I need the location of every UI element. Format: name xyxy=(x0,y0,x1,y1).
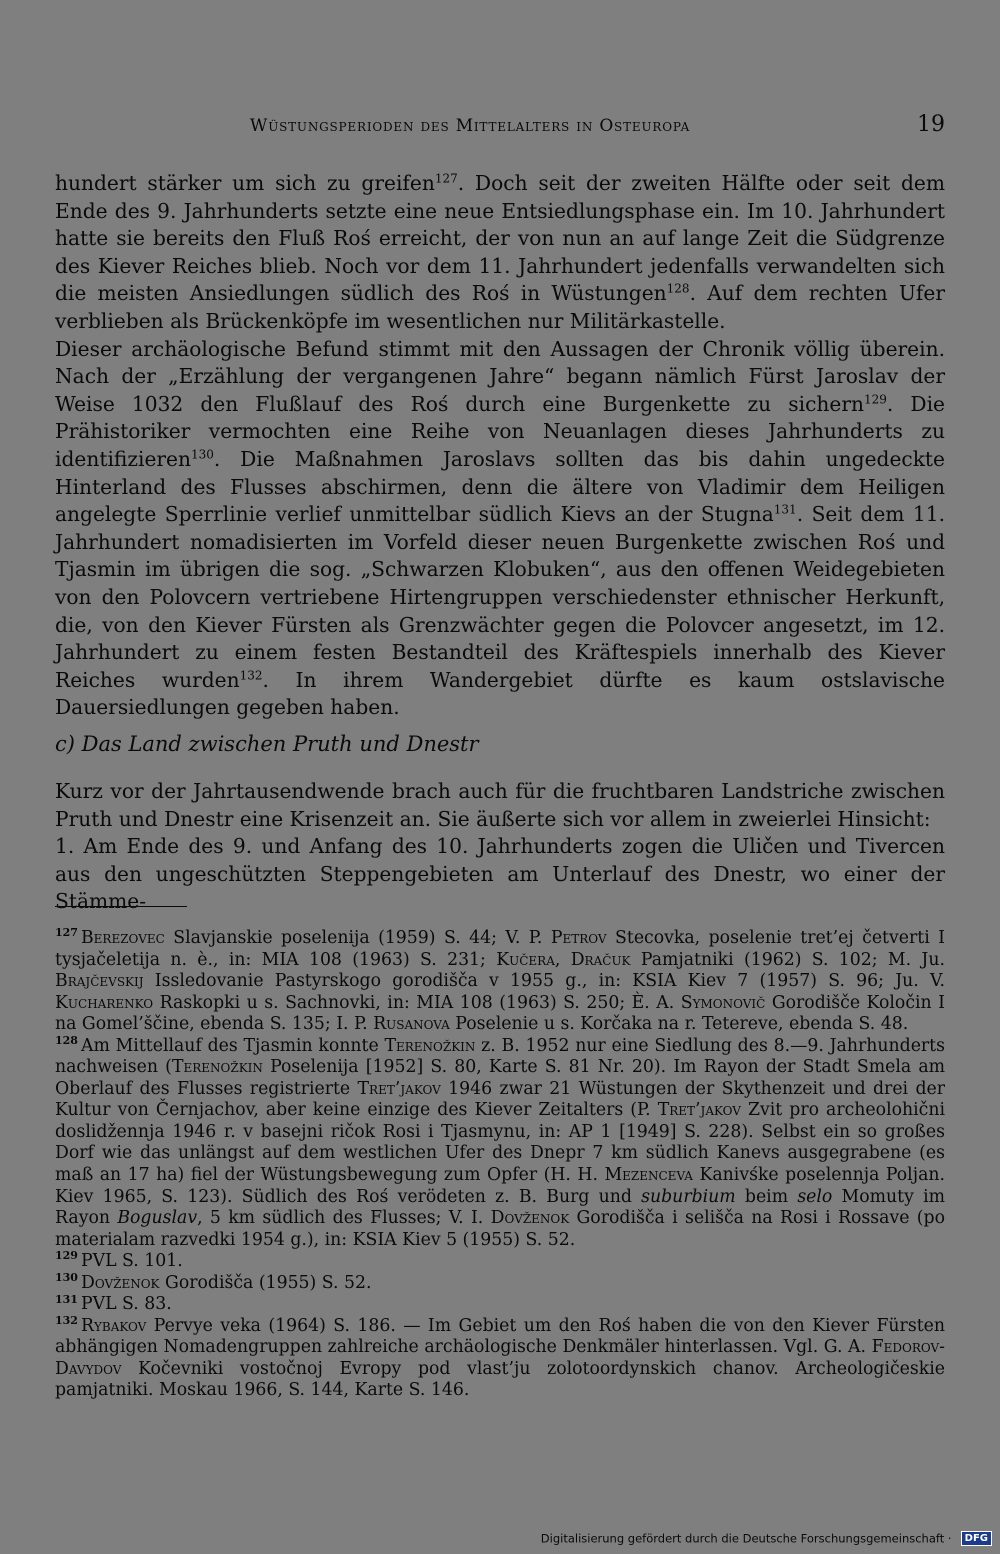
text-run: Slavjanskie poselenija (1959) S. 44; V. P. xyxy=(164,928,551,948)
text-run: 1. Am Ende des 9. und Anfang des 10. Jahrhunderts zogen die Uličen und Tivercen aus den ungeschützten Steppengebieten am Unterlauf des Dnestr, wo einer der Stämme- xyxy=(55,834,945,914)
author-name: Dovženok xyxy=(490,1208,570,1229)
text-run: . Seit dem 11. Jahrhundert nomadisierten im Vorfeld dieser neuen Burgenkette zwischen Roś und Tjasmin im übrigen die sog. „Schwarzen Klobuken“, aus den offenen Weidegebieten von den Polovcern vertriebene Hirtengruppen verschiedenster ethnischer Herkunft, die, von den Kiever Fürsten als Grenzwächter gegen die Polovcer angesetzt, im 12. Jahrhundert zu einem festen Bestandteil des Kräftespiels innerhalb des Kiever Reiches wurden xyxy=(55,502,945,692)
italic-term: Boguslav xyxy=(117,1208,198,1229)
footnote xyxy=(55,928,945,1036)
footnote-ref: 129 xyxy=(863,392,887,407)
author-name: Fedorov-Davydov xyxy=(55,1337,945,1379)
footnote-number: 128 xyxy=(55,1033,78,1047)
text-run: Gorodišče Koločin I na Gomel’ščine, ebenda S. 135; I. P. xyxy=(55,992,945,1035)
author-name: Tret’jakov xyxy=(357,1078,441,1099)
text-run: Dieser archäologische Befund stimmt mit den Aussagen der Chronik völlig überein. Nach der „Erzählung der vergangenen Jahre“ begann nämlich Fürst Jaroslav der Weise 1032 den Flußlauf des Roś durch eine Burgenkette zu sichern xyxy=(55,336,945,416)
footnote-separator xyxy=(55,906,187,907)
page-header xyxy=(55,112,945,142)
text-run: Poselenija [1952] S. 80, Karte S. 81 Nr. 20). Im Rayon der Stadt Smela am Oberlauf des Flusses registrierte xyxy=(55,1057,946,1099)
running-title: Wüstungsperioden des Mittelalters in Osteuropa xyxy=(249,116,691,136)
text-run: Poselenie u s. Korčaka na r. Tetereve, ebenda S. 48. xyxy=(449,1014,909,1035)
footnote xyxy=(55,1294,945,1316)
text-run: . Die Maßnahmen Jaroslavs sollten das bis dahin ungedeckte Hinterland des Flusses abschirmen, denn die ältere von Vladimir dem Heiligen angelegte Sperrlinie verlief unmittelbar südlich Kievs an der Stugna xyxy=(55,446,945,527)
author-name: Rusanova xyxy=(373,1014,450,1035)
footnote-ref: 131 xyxy=(773,502,797,517)
attribution-bar xyxy=(0,1528,1000,1550)
footnote xyxy=(55,1316,945,1402)
text-run: hundert stärker um sich zu greifen xyxy=(55,171,435,195)
footnote-ref: 128 xyxy=(666,281,690,296)
text-run: Zvit pro archeolohični doslidžennja 1946 r. v basejni ričok Rosi i Tjasmynu, in: AP 1 [1949] S. 228). Selbst ein so großes Dorf wie das unlängst auf dem westlichen Ufer des Dnepr 7 km südlich Kanevs ausgegrabene (es maß an 17 ha) fiel der Wüstungsbewegung zum Opfer (H. H. xyxy=(55,1100,945,1186)
text-run: PVL S. 83. xyxy=(80,1294,172,1315)
text-run: . In ihrem Wandergebiet dürfte es kaum ostslavische Dauersiedlungen gegeben haben. xyxy=(55,667,945,720)
text-run: Momuty im Rayon xyxy=(55,1186,945,1229)
author-name: Kučera xyxy=(496,949,555,970)
footnote-number: 129 xyxy=(55,1249,78,1263)
text-run: 1946 zwar 21 Wüstungen der Skythenzeit und drei der Kultur von Černjachov, aber keine einzige des Kiever Zeitalters (P. xyxy=(55,1078,945,1121)
author-name: Dovženok xyxy=(80,1272,160,1293)
author-name: Petrov xyxy=(550,928,607,948)
text-run: . Die Prähistoriker vermochten eine Reihe von Neuanlagen dieses Jahrhunderts zu identifizieren xyxy=(55,391,945,471)
text-run: z. B. 1952 nur eine Siedlung des 8.—9. Jahrhunderts nachweisen ( xyxy=(55,1035,945,1078)
attribution-text: Digitalisierung gefördert durch die Deutsche Forschungsgemeinschaft · xyxy=(540,1531,952,1546)
page-number: 19 xyxy=(917,112,945,137)
footnote-ref: 127 xyxy=(434,171,458,186)
author-name: Dračuk xyxy=(570,949,631,970)
italic-term: suburbium xyxy=(641,1186,736,1207)
text-run: , xyxy=(554,949,571,970)
author-name: Mezenceva xyxy=(604,1165,693,1186)
text-run: Kanivśke poselennja Poljan. Kiev 1965, S. 123). Südlich des Roś verödeten z. B. Burg und xyxy=(55,1165,945,1207)
footnote-number: 130 xyxy=(55,1270,78,1284)
author-name: Brajčevskij xyxy=(55,971,144,992)
paragraph xyxy=(55,778,945,833)
footnote-number: 127 xyxy=(55,926,78,940)
author-name: Terenožkin xyxy=(171,1057,263,1078)
footnote-ref: 130 xyxy=(191,447,214,462)
footnotes xyxy=(55,928,945,1402)
footnote-number: 131 xyxy=(55,1292,78,1306)
text-run: Gorodišča (1955) S. 52. xyxy=(159,1272,372,1293)
author-name: Kucharenko xyxy=(55,992,154,1013)
text-run: Pamjatniki (1962) S. 102; M. Ju. xyxy=(630,949,945,970)
text-run: beim xyxy=(735,1186,798,1207)
text-run: Am Mittellauf des Tjasmin konnte xyxy=(80,1035,385,1056)
footnote-number: 132 xyxy=(55,1314,78,1328)
author-name: Terenožkin xyxy=(384,1035,476,1056)
italic-term: selo xyxy=(797,1186,833,1207)
text-run: . Auf dem rechten Ufer verblieben als Brückenköpfe im wesentlichen nur Militärkastelle. xyxy=(55,281,945,333)
author-name: Rybakov xyxy=(80,1315,147,1336)
text-run: . Doch seit der zweiten Hälfte oder seit dem Ende des 9. Jahrhunderts setzte eine neue Entsiedlungsphase ein. Im 10. Jahrhundert hatte sie bereits den Fluß Roś erreicht, der von nun an auf lange Zeit die Südgrenze des Kiever Reiches blieb. Noch vor dem 11. Jahrhundert jedenfalls verwandelten sich die meisten Ansiedlungen südlich des Roś in Wüstungen xyxy=(55,171,945,306)
text-run: Pervye veka (1964) S. 186. — Im Gebiet um den Roś haben die von den Kiever Fürsten abhängigen Nomadengruppen zahlreiche archäologische Denkmäler hinterlassen. Vgl. G. A. xyxy=(55,1315,945,1358)
text-run: , 5 km südlich des Flusses; V. I. xyxy=(197,1208,491,1229)
paragraph xyxy=(55,170,945,336)
text-run: Kočevniki vostočnoj Evropy pod vlast’ju zolotoordynskich chanov. Archeologičeskie pamjatniki. Moskau 1966, S. 144, Karte S. 146. xyxy=(55,1358,945,1401)
footnote xyxy=(55,1033,946,1251)
text-run: PVL S. 101. xyxy=(80,1251,183,1272)
dfg-logo: DFG xyxy=(961,1531,992,1546)
footnote xyxy=(55,1251,945,1273)
text-run: Stecovka, poselenie tret’ej četverti I tysjačeletija n. è., in: MIA 108 (1963) S. 231; xyxy=(55,928,945,970)
section-heading: c) Das Land zwischen Pruth und Dnestr xyxy=(55,732,479,756)
section-text xyxy=(55,778,945,916)
text-run: Issledovanie Pastyrskogo gorodišča v 1955 g., in: KSIA Kiev 7 (1957) S. 96; Ju. V. xyxy=(143,971,945,992)
footnote xyxy=(55,1270,945,1295)
text-run: Kurz vor der Jahrtausendwende brach auch für die fruchtbaren Landstriche zwischen Pruth und Dnestr eine Krisenzeit an. Sie äußerte sich vor allem in zweierlei Hinsicht: xyxy=(55,779,945,831)
text-run: Raskopki u s. Sachnovki, in: MIA 108 (1963) S. 250; È. A. xyxy=(153,992,681,1013)
paragraph xyxy=(55,833,945,916)
paragraph xyxy=(55,336,945,722)
author-name: Berezovec xyxy=(80,928,165,948)
footnote-ref: 132 xyxy=(239,667,263,682)
main-text xyxy=(55,170,945,722)
author-name: Symonovič xyxy=(680,992,766,1013)
author-name: Tret’jakov xyxy=(657,1100,741,1121)
text-run: Gorodišča i selišča na Rosi i Rossave (po materialam razvedki 1954 g.), in: KSIA Kiev 5 (1955) S. 52. xyxy=(55,1208,945,1250)
